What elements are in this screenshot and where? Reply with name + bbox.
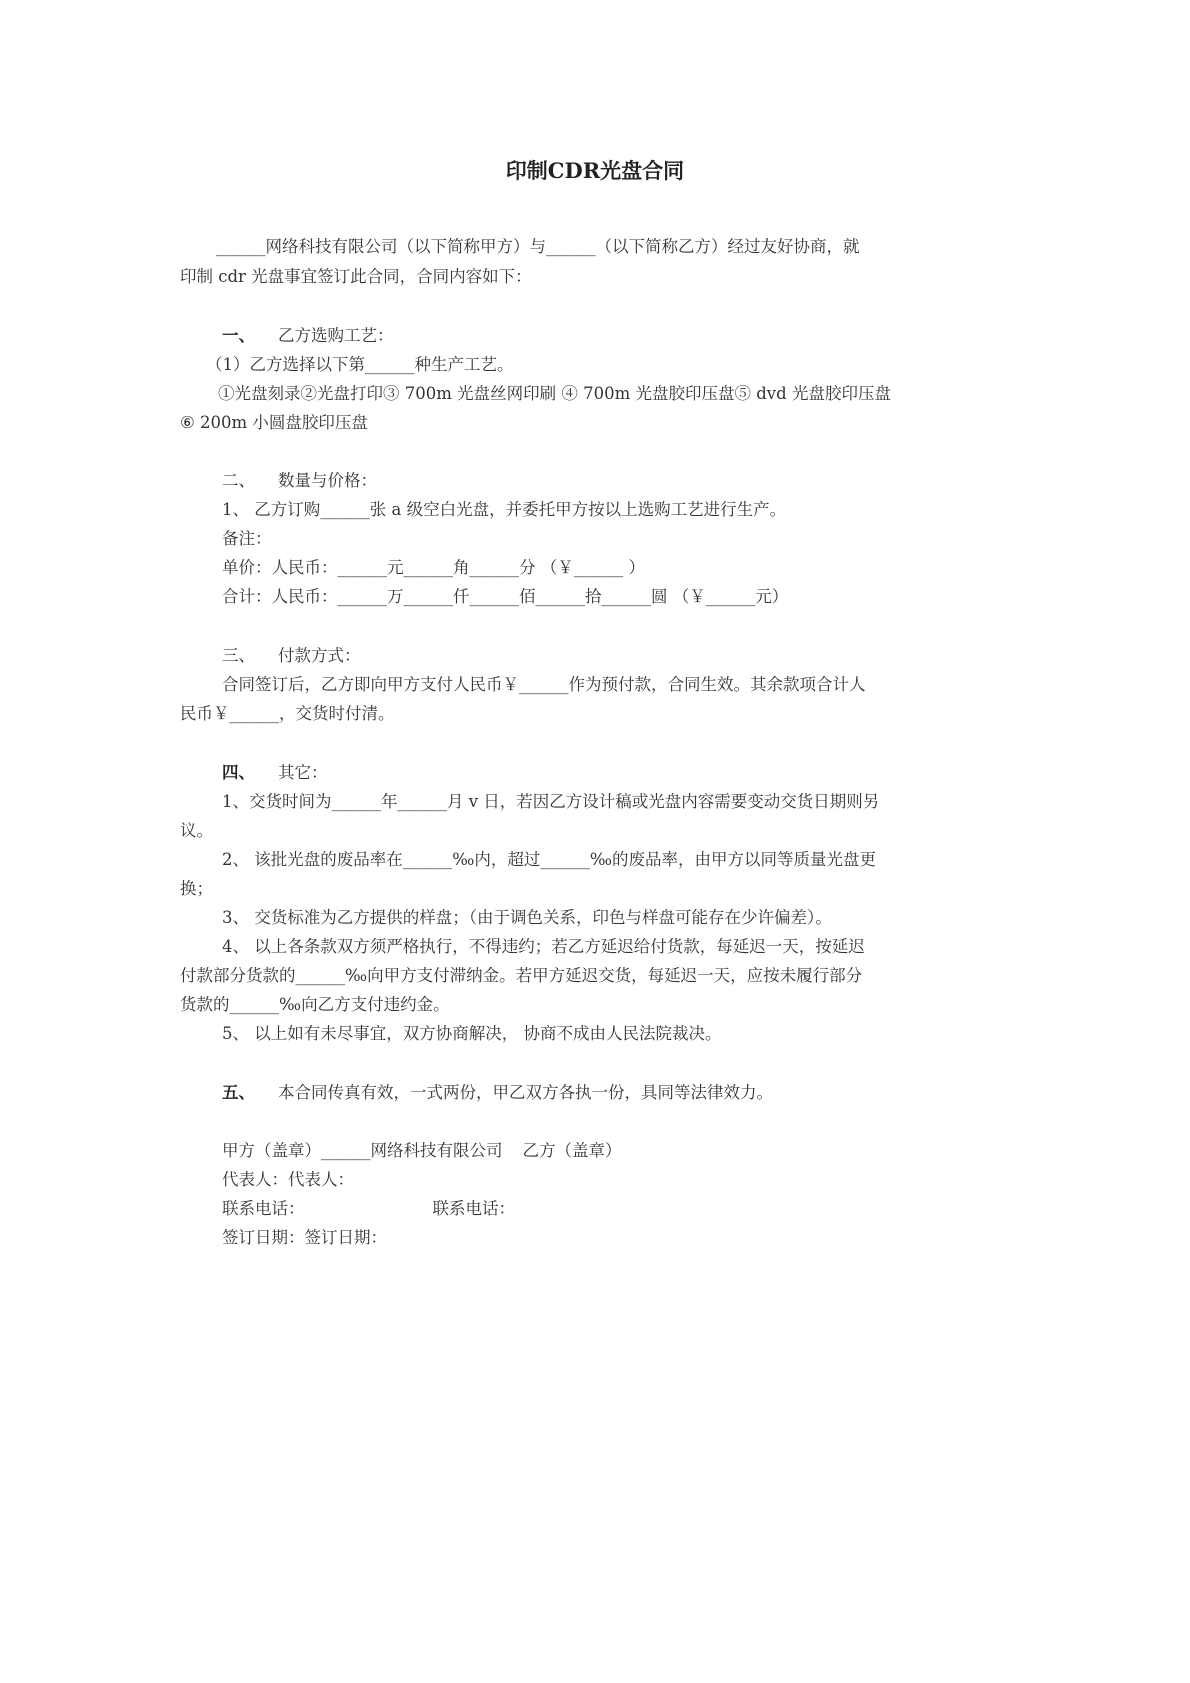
section-2-line-2: 备注： (222, 529, 272, 548)
signature-seal-line (222, 1140, 622, 1162)
section-3-number: 三、 (222, 646, 255, 665)
intro-line-2: 印制 cdr 光盘事宜签订此合同，合同内容如下： (180, 267, 532, 286)
section-2-heading (222, 470, 377, 492)
section-3-line-2: 民币￥______，交货时付清。 (180, 704, 395, 723)
section-1-line-2: ①光盘刻录②光盘打印③ 700m 光盘丝网印刷 ④ 700m 光盘胶印压盘⑤ dvd 光盘胶印压盘 (218, 384, 891, 403)
party-a-seal: 甲方（盖章）______网络科技有限公司 (222, 1141, 503, 1160)
section-3-line-1: 合同签订后，乙方即向甲方支付人民币￥______作为预付款，合同生效。其余款项合计人 (222, 675, 866, 694)
party-b-seal: 乙方（盖章） (522, 1141, 622, 1160)
section-2-line-1: 1、 乙方订购______张 a 级空白光盘，并委托甲方按以上选购工艺进行生产。 (222, 500, 787, 519)
section-1-line-3: ⑥ 200m 小圆盘胶印压盘 (180, 413, 368, 432)
signature-phone-line (222, 1198, 515, 1220)
section-4-line-1: 1、交货时间为______年______月 v 日，若因乙方设计稿或光盘内容需要变动交货日期则另 (222, 792, 880, 811)
section-5-number: 五、 (222, 1083, 255, 1102)
section-3-heading (222, 645, 361, 667)
section-4-line-7: 付款部分货款的______‰向甲方支付滞纳金。若甲方延迟交货，每延迟一天，应按未履行部分 (180, 966, 863, 985)
signature-date: 签订日期：签订日期： (222, 1228, 387, 1247)
section-5-title: 本合同传真有效，一式两份，甲乙双方各执一份，具同等法律效力。 (278, 1083, 773, 1102)
section-2-title: 数量与价格： (278, 471, 377, 490)
party-a-phone: 联系电话： (222, 1199, 305, 1218)
section-4-line-3: 2、 该批光盘的废品率在______‰内，超过______‰的废品率，由甲方以同等质量光盘更 (222, 850, 877, 869)
intro-line-1: ______网络科技有限公司（以下简称甲方）与______（以下简称乙方）经过友好协商，就 (216, 237, 860, 256)
section-4-line-2: 议。 (180, 821, 213, 840)
document-title: 印制CDR光盘合同 (505, 158, 685, 183)
section-3-title: 付款方式： (278, 646, 361, 665)
party-b-phone: 联系电话： (432, 1199, 515, 1218)
signature-representative: 代表人：代表人： (222, 1170, 354, 1189)
section-4-line-6: 4、 以上各条款双方须严格执行，不得违约；若乙方延迟给付货款，每延迟一天，按延迟 (222, 937, 865, 956)
section-4-line-8: 货款的______‰向乙方支付违约金。 (180, 995, 450, 1014)
section-2-total-price: 合计：人民币：______万______仟______佰______拾______圆 （￥______元） (222, 587, 789, 606)
section-1-heading (222, 325, 394, 347)
section-4-heading (222, 762, 328, 784)
section-4-number: 四、 (222, 763, 255, 782)
section-1-number: 一、 (222, 326, 255, 345)
section-5-heading (222, 1082, 773, 1104)
section-4-title: 其它： (278, 763, 328, 782)
section-4-line-9: 5、 以上如有未尽事宜，双方协商解决， 协商不成由人民法院裁决。 (222, 1024, 722, 1043)
section-1-title: 乙方选购工艺： (278, 326, 394, 345)
section-1-line-1: （1）乙方选择以下第______种生产工艺。 (206, 355, 514, 374)
section-4-line-5: 3、 交货标准为乙方提供的样盘；（由于调色关系，印色与样盘可能存在少许偏差）。 (222, 908, 832, 927)
section-4-line-4: 换； (180, 879, 213, 898)
section-2-unit-price: 单价：人民币：______元______角______分 （￥______ ） (222, 558, 645, 577)
section-2-number: 二、 (222, 471, 255, 490)
